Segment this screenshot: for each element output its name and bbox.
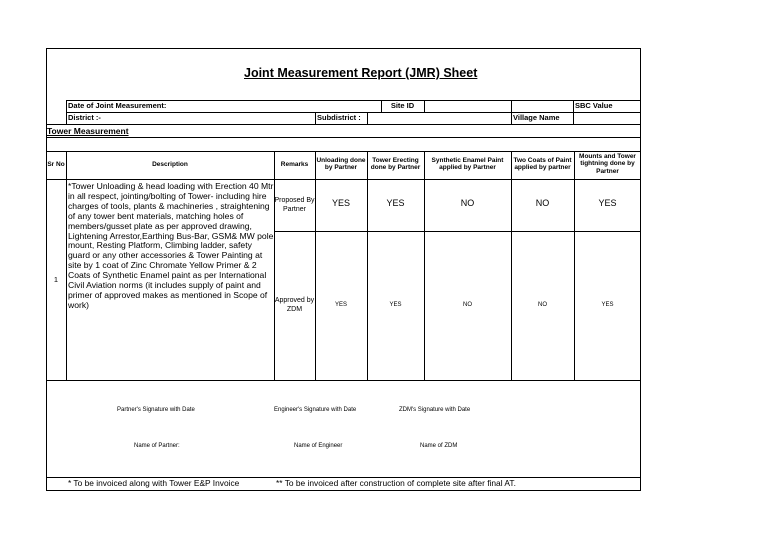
frame-bottom-border xyxy=(46,490,641,491)
date-label: Date of Joint Measurement: xyxy=(68,101,167,110)
section-title: Tower Measurement xyxy=(47,126,129,136)
info-divider xyxy=(511,100,512,124)
engineer-name-label: Name of Engineer xyxy=(294,443,343,449)
table-top-border xyxy=(46,151,641,152)
header-erecting: Tower Erecting done by Partner xyxy=(370,157,421,172)
zdm-name-label: Name of ZDM xyxy=(420,443,458,449)
zdm-erecting-value: YES xyxy=(389,302,402,308)
row-sr-no: 1 xyxy=(53,275,59,284)
partner-name-label: Name of Partner: xyxy=(134,443,180,449)
table-bottom-border xyxy=(46,380,641,381)
header-two-coats: Two Coats of Paint applied by partner xyxy=(513,157,572,172)
partner-unloading-value: YES xyxy=(331,198,350,208)
partner-enamel-value: NO xyxy=(460,198,475,208)
footer-note-1: * To be invoiced along with Tower E&P Invoice xyxy=(68,478,240,488)
page-title: Joint Measurement Report (JMR) Sheet xyxy=(244,66,478,80)
col-divider xyxy=(315,151,316,380)
remark-approved: Approved by ZDM xyxy=(274,297,315,313)
zdm-mounts-value: YES xyxy=(601,302,614,308)
partner-signature-label: Partner's Signature with Date xyxy=(117,407,195,413)
district-label: District :- xyxy=(68,113,101,122)
zdm-unloading-value: YES xyxy=(334,302,347,308)
header-description: Description xyxy=(152,161,188,168)
col-divider xyxy=(424,151,425,380)
col-divider xyxy=(511,151,512,380)
header-enamel-paint: Synthetic Enamel Paint applied by Partner xyxy=(431,157,504,172)
col-divider xyxy=(274,151,275,380)
section-bottom-border xyxy=(46,137,641,138)
footer-note-2: ** To be invoiced after construction of complete site after final AT. xyxy=(276,478,516,488)
frame-top-border xyxy=(46,48,640,49)
sbc-value-label: SBC Value xyxy=(575,101,613,110)
subdistrict-label: Subdistrict : xyxy=(317,113,361,122)
col-divider xyxy=(66,151,67,380)
row-split-border xyxy=(274,231,641,232)
header-remarks: Remarks xyxy=(280,161,309,168)
info-divider xyxy=(367,112,368,124)
frame-left-border xyxy=(46,48,47,490)
frame-right-border xyxy=(640,48,641,490)
engineer-signature-label: Engineer's Signature with Date xyxy=(274,407,357,413)
site-id-field[interactable] xyxy=(425,101,510,111)
zdm-two-coats-value: NO xyxy=(538,302,547,308)
remark-proposed: Proposed By Partner xyxy=(274,197,315,213)
site-id-label: Site ID xyxy=(390,101,415,110)
village-name-label: Village Name xyxy=(513,113,560,122)
header-sr-no: Sr No xyxy=(47,161,65,168)
info-left-border xyxy=(66,100,67,124)
info-divider xyxy=(315,112,316,124)
header-bottom-border xyxy=(46,179,641,180)
info-row-bottom-border xyxy=(46,124,641,125)
partner-erecting-value: YES xyxy=(386,198,405,208)
partner-mounts-value: YES xyxy=(598,198,617,208)
col-divider xyxy=(367,151,368,380)
col-divider xyxy=(574,151,575,380)
village-name-field[interactable] xyxy=(574,113,640,123)
header-unloading: Unloading done by Partner xyxy=(316,157,366,172)
zdm-enamel-value: NO xyxy=(463,302,472,308)
header-mounts: Mounts and Tower tightning done by Partner xyxy=(579,153,636,175)
row-description: *Tower Unloading & head loading with Erection 40 Mtr in all respect, jointing/bolting of Tower- including hire charges of tools, plants & machineries , straightening of any tower bent materials, matching holes of members/gusset plate as per approved drawing, Lightening Arrestor,Earthing Bus-Bar, GSM& MW pole mount, Resting Platform, Climbing ladder, safety guard or any other accessories & Tower Painting at site by 1 coat of Zinc Chromate Yellow Primer & 2 Coats of Synthetic Enamel paint as per International Civil Aviation norms (it includes supply of paint and primer of approved makes as mentioned in Scope of work) xyxy=(68,181,274,310)
zdm-signature-label: ZDM's Signature with Date xyxy=(399,407,471,413)
partner-two-coats-value: NO xyxy=(535,198,550,208)
